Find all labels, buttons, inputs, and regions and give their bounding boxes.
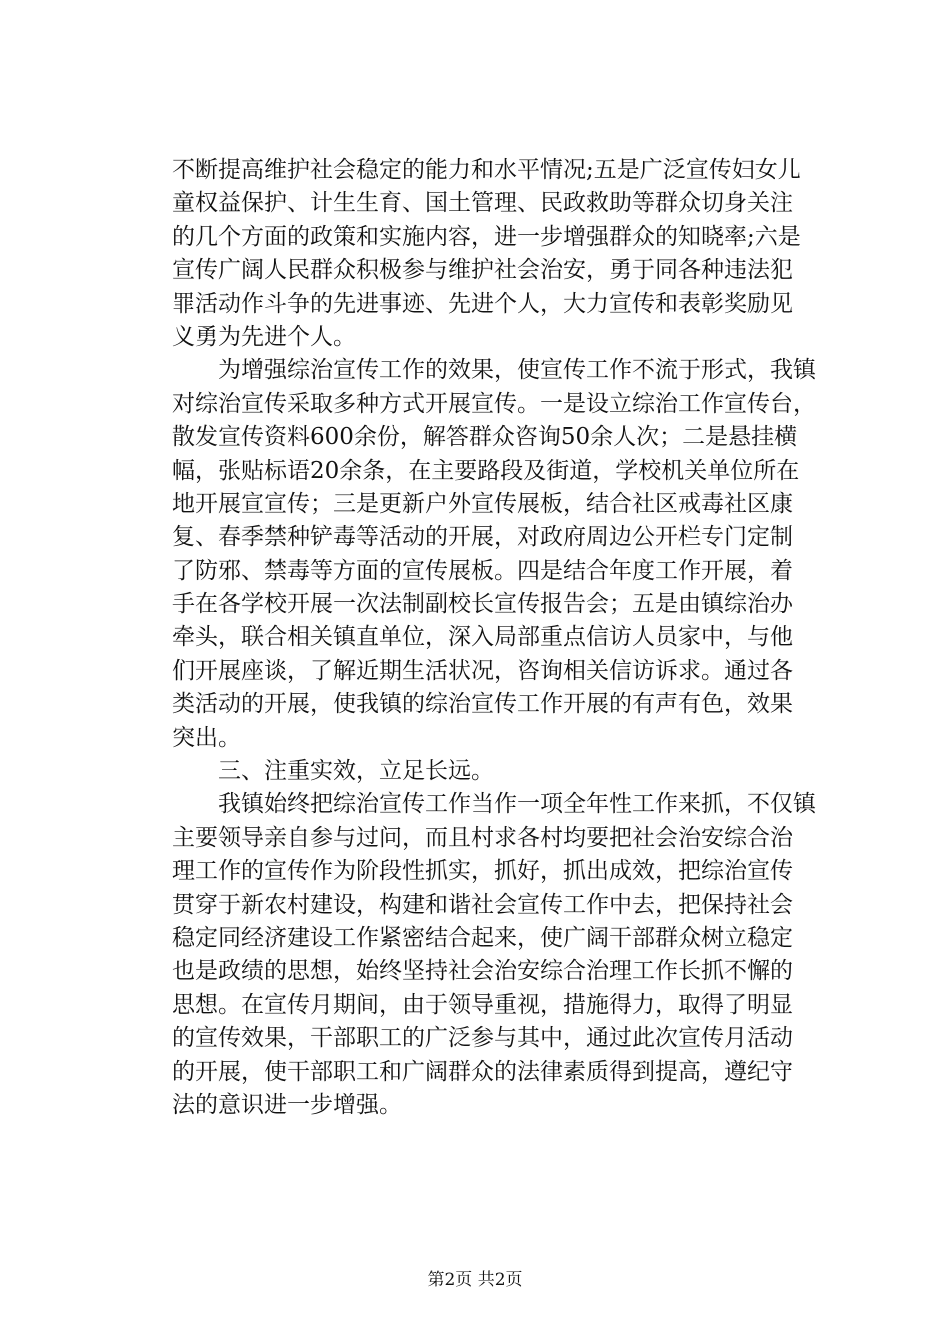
text-line: 法的意识进一步增强。	[172, 1091, 402, 1118]
text-line: 也是政绩的思想，始终坚持社会治安综合治理工作长抓不懈的	[172, 958, 793, 985]
text-line: 罪活动作斗争的先进事迹、先进个人，大力宣传和表彰奖励见	[172, 290, 793, 317]
text-line: 散发宣传资料600余份，解答群众咨询50余人次；二是悬挂横	[172, 424, 798, 451]
text-line: 的宣传效果，干部职工的广泛参与其中，通过此次宣传月活动	[172, 1025, 793, 1052]
body-text	[172, 154, 816, 1122]
text-line: 们开展座谈，了解近期生活状况，咨询相关信访诉求。通过各	[172, 657, 793, 684]
text-line: 幅，张贴标语20余条，在主要路段及街道，学校机关单位所在	[172, 457, 800, 484]
text-line: 地开展宣宣传；三是更新户外宣传展板，结合社区戒毒社区康	[172, 490, 793, 517]
text-line: 了防邪、禁毒等方面的宣传展板。四是结合年度工作开展，着	[172, 557, 793, 584]
text-line: 贯穿于新农村建设，构建和谐社会宣传工作中去，把保持社会	[172, 891, 793, 918]
text-line: 宣传广阔人民群众积极参与维护社会治安，勇于同各种违法犯	[172, 257, 793, 284]
page-number-footer: 第2页 共2页	[427, 1270, 523, 1290]
text-line: 稳定同经济建设工作紧密结合起来，使广阔干部群众树立稳定	[172, 924, 793, 951]
text-line: 复、春季禁种铲毒等活动的开展，对政府周边公开栏专门定制	[172, 524, 793, 551]
text-line: 手在各学校开展一次法制副校长宣传报告会；五是由镇综治办	[172, 591, 793, 618]
text-line: 义勇为先进个人。	[172, 323, 356, 350]
text-line: 主要领导亲自参与过问，而且村求各村均要把社会治安综合治	[172, 824, 793, 851]
text-line: 我镇始终把综治宣传工作当作一项全年性工作来抓，不仅镇	[218, 791, 816, 818]
section-heading: 三、注重实效，立足长远。	[218, 758, 494, 785]
text-line: 为增强综治宣传工作的效果，使宣传工作不流于形式，我镇	[218, 357, 816, 384]
text-line: 不断提高维护社会稳定的能力和水平情况;五是广泛宣传妇女儿	[172, 157, 801, 183]
text-line: 牵头，联合相关镇直单位，深入局部重点信访人员家中，与他	[172, 624, 793, 651]
text-line: 理工作的宣传作为阶段性抓实，抓好，抓出成效，把综治宣传	[172, 858, 793, 885]
text-line: 的开展，使干部职工和广阔群众的法律素质得到提高，遵纪守	[172, 1058, 793, 1085]
text-line: 类活动的开展，使我镇的综治宣传工作开展的有声有色，效果	[172, 691, 793, 718]
text-line: 的几个方面的政策和实施内容，进一步增强群众的知晓率;六是	[172, 223, 801, 250]
text-line: 对综治宣传采取多种方式开展宣传。一是设立综治工作宣传台，	[172, 390, 816, 417]
text-line: 突出。	[172, 724, 241, 751]
text-line: 思想。在宣传月期间，由于领导重视，措施得力，取得了明显	[172, 991, 793, 1018]
text-line: 童权益保护、计生生育、国土管理、民政救助等群众切身关注	[172, 190, 793, 217]
